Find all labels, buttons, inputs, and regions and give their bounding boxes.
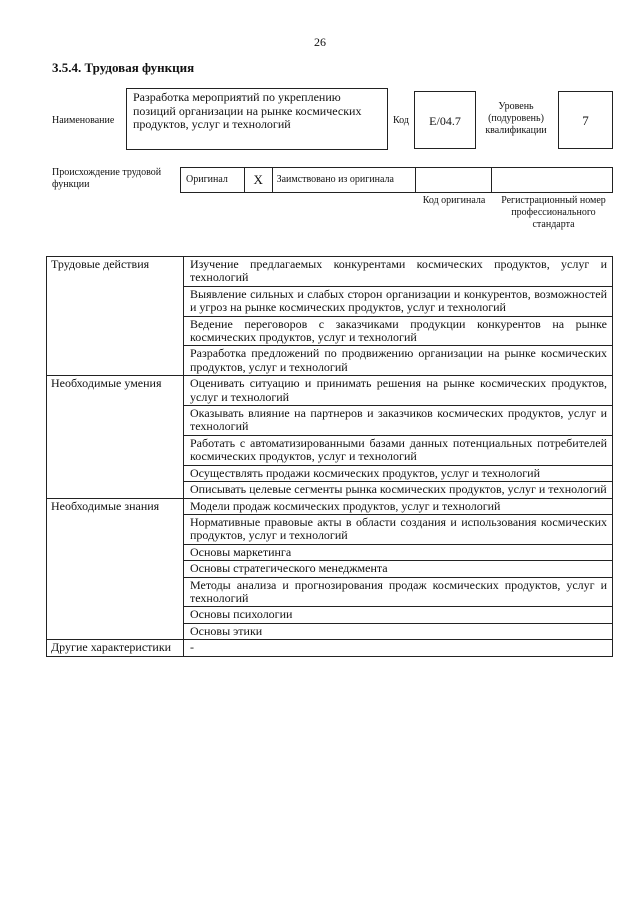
table-row — [47, 640, 613, 656]
page-number: 26 — [314, 35, 326, 49]
original-code-caption: Код оригинала — [422, 195, 486, 206]
origin-label: Происхождение трудовой функции — [52, 167, 162, 190]
function-name-box: Разработка мероприятий по укреплению позиций организации на рынке космических продуктов, услуг и технологий — [126, 88, 388, 150]
row-item: Ведение переговоров с заказчиками продукции конкурентов на рынке космических продуктов, услуг и технологий — [184, 316, 613, 346]
row-item: Основы стратегического менеджмента — [184, 561, 613, 577]
registration-number-caption: Регистрационный номер профессионального стандарта — [501, 195, 606, 230]
table-row — [47, 376, 613, 406]
code-value-box: E/04.7 — [414, 91, 476, 149]
qualification-level-label: Уровень (подуровень) квалификации — [485, 101, 547, 136]
original-label: Оригинал — [181, 168, 245, 192]
function-details-table — [46, 256, 613, 657]
row-item: Оценивать ситуацию и принимать решения на рынке космических продуктов, услуг и технологий — [184, 376, 613, 406]
row-item: Описывать целевые сегменты рынка космических продуктов, услуг и технологий — [184, 482, 613, 498]
code-label: Код — [393, 115, 409, 126]
row-item: Методы анализа и прогнозирования продаж космических продуктов, услуг и технологий — [184, 577, 613, 607]
row-item: Нормативные правовые акты в области создания и использования космических продуктов, услуг и технологий — [184, 514, 613, 544]
section-title: 3.5.4. Трудовая функция — [52, 60, 195, 75]
row-item: Основы психологии — [184, 607, 613, 623]
table-row — [47, 257, 613, 287]
row-item: Работать с автоматизированными базами данных потенциальных потребителей космических продуктов, услуг и технологий — [184, 435, 613, 465]
registration-number-cell — [492, 168, 612, 192]
row-item: Осуществлять продажи космических продуктов, услуг и технологий — [184, 465, 613, 481]
qualification-level-box: 7 — [558, 91, 613, 149]
origin-row — [180, 167, 613, 193]
row-item: Основы маркетинга — [184, 544, 613, 560]
row-category: Необходимые знания — [47, 498, 184, 640]
row-item: - — [184, 640, 613, 656]
row-item: Изучение предлагаемых конкурентами космических продуктов, услуг и технологий — [184, 257, 613, 287]
row-item: Выявление сильных и слабых сторон организации и конкурентов, возможностей и угроз на рынке космических продуктов, услуг и технологий — [184, 286, 613, 316]
row-item: Основы этики — [184, 623, 613, 639]
row-category: Необходимые умения — [47, 376, 184, 498]
row-category: Другие характеристики — [47, 640, 184, 656]
original-code-cell — [416, 168, 492, 192]
row-item: Разработка предложений по продвижению организации на рынке космических продуктов, услуг и технологий — [184, 346, 613, 376]
borrowed-label: Заимствовано из оригинала — [273, 168, 416, 192]
row-item: Оказывать влияние на партнеров и заказчиков космических продуктов, услуг и технологий — [184, 406, 613, 436]
original-mark: X — [245, 168, 273, 192]
table-row — [47, 498, 613, 514]
name-label: Наименование — [52, 115, 115, 126]
row-item: Модели продаж космических продуктов, услуг и технологий — [184, 498, 613, 514]
row-category: Трудовые действия — [47, 257, 184, 376]
